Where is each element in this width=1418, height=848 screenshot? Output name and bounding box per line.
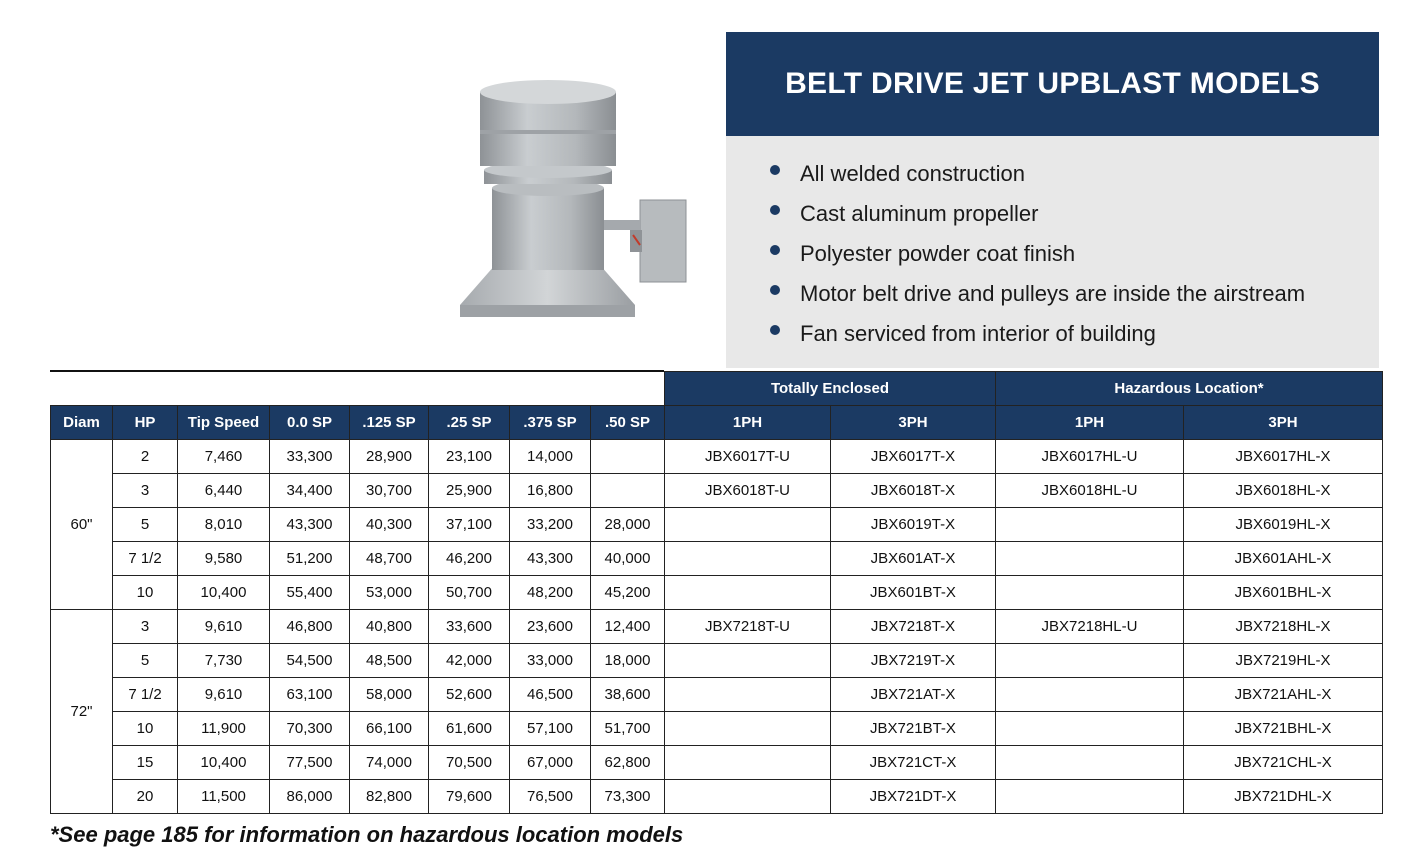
table-cell: 16,800 (510, 474, 591, 508)
table-cell (665, 576, 831, 610)
table-cell: 62,800 (591, 746, 665, 780)
table-cell: JBX7218T-X (831, 610, 996, 644)
table-cell (996, 678, 1184, 712)
table-cell: 82,800 (350, 780, 429, 814)
table-cell (996, 780, 1184, 814)
table-cell: 43,300 (510, 542, 591, 576)
table-cell: 5 (113, 508, 178, 542)
column-header: .125 SP (350, 406, 429, 440)
column-header: .50 SP (591, 406, 665, 440)
table-cell: 7 1/2 (113, 542, 178, 576)
table-cell: 10,400 (178, 576, 270, 610)
table-cell: 46,200 (429, 542, 510, 576)
table-cell: 38,600 (591, 678, 665, 712)
table-cell: 33,600 (429, 610, 510, 644)
table-cell: 5 (113, 644, 178, 678)
table-cell: 25,900 (429, 474, 510, 508)
bullet-icon (770, 325, 780, 335)
table-cell: 53,000 (350, 576, 429, 610)
table-cell: 10 (113, 576, 178, 610)
table-cell: JBX6019T-X (831, 508, 996, 542)
feature-text: Polyester powder coat finish (800, 241, 1076, 266)
table-row (51, 474, 1383, 508)
upblast-fan-illustration (440, 70, 700, 330)
table-cell: 11,900 (178, 712, 270, 746)
column-header: 3PH (831, 406, 996, 440)
table-cell: 54,500 (270, 644, 350, 678)
table-cell: 76,500 (510, 780, 591, 814)
bullet-icon (770, 165, 780, 175)
table-cell: 9,580 (178, 542, 270, 576)
table-cell: 45,200 (591, 576, 665, 610)
table-cell: 52,600 (429, 678, 510, 712)
feature-item (770, 154, 1379, 194)
table-cell: JBX721AHL-X (1184, 678, 1383, 712)
table-cell (996, 508, 1184, 542)
table-cell: 28,900 (350, 440, 429, 474)
bullet-icon (770, 245, 780, 255)
table-cell: JBX6019HL-X (1184, 508, 1383, 542)
column-header: HP (113, 406, 178, 440)
table-cell: 70,300 (270, 712, 350, 746)
table-cell (665, 644, 831, 678)
table-cell: 50,700 (429, 576, 510, 610)
table-cell (665, 678, 831, 712)
table-cell: 30,700 (350, 474, 429, 508)
table-cell: 40,300 (350, 508, 429, 542)
column-header: .25 SP (429, 406, 510, 440)
table-cell: 61,600 (429, 712, 510, 746)
table-cell: JBX721AT-X (831, 678, 996, 712)
table-cell: JBX601BT-X (831, 576, 996, 610)
table-cell: 70,500 (429, 746, 510, 780)
table-cell: 66,100 (350, 712, 429, 746)
table-cell: 46,800 (270, 610, 350, 644)
table-cell: JBX6018T-X (831, 474, 996, 508)
table-cell: 33,000 (510, 644, 591, 678)
table-cell: 40,000 (591, 542, 665, 576)
bullet-icon (770, 285, 780, 295)
table-cell: JBX721DHL-X (1184, 780, 1383, 814)
table-cell: 18,000 (591, 644, 665, 678)
table-cell: 23,600 (510, 610, 591, 644)
table-cell: 67,000 (510, 746, 591, 780)
feature-item (770, 314, 1379, 354)
table-cell: 57,100 (510, 712, 591, 746)
group-header-row (51, 372, 1383, 406)
table-cell: 6,440 (178, 474, 270, 508)
table-cell: JBX721CHL-X (1184, 746, 1383, 780)
page-title: BELT DRIVE JET UPBLAST MODELS (785, 67, 1320, 100)
feature-text: All welded construction (800, 161, 1026, 186)
feature-item (770, 234, 1379, 274)
table-row (51, 542, 1383, 576)
table-cell: JBX7218T-U (665, 610, 831, 644)
column-header: Diam (51, 406, 113, 440)
table-cell (665, 780, 831, 814)
table-cell: JBX6017T-U (665, 440, 831, 474)
table-cell: JBX7219HL-X (1184, 644, 1383, 678)
table-cell: JBX6017HL-U (996, 440, 1184, 474)
table-cell: JBX601AHL-X (1184, 542, 1383, 576)
feature-text: Cast aluminum propeller (800, 201, 1039, 226)
table-row (51, 644, 1383, 678)
table-cell: 10 (113, 712, 178, 746)
table-cell: 33,300 (270, 440, 350, 474)
table-cell: 46,500 (510, 678, 591, 712)
column-header: Tip Speed (178, 406, 270, 440)
table-row (51, 780, 1383, 814)
table-cell: JBX6018T-U (665, 474, 831, 508)
table-cell: 14,000 (510, 440, 591, 474)
table-cell: 9,610 (178, 610, 270, 644)
feature-item (770, 274, 1379, 314)
table-cell: JBX7219T-X (831, 644, 996, 678)
table-cell: JBX6017T-X (831, 440, 996, 474)
table-cell (996, 576, 1184, 610)
table-cell: 42,000 (429, 644, 510, 678)
feature-text: Fan serviced from interior of building (800, 321, 1156, 346)
table-row (51, 746, 1383, 780)
table-cell: 7 1/2 (113, 678, 178, 712)
table-row (51, 678, 1383, 712)
table-cell (665, 712, 831, 746)
column-header: 1PH (665, 406, 831, 440)
bullet-icon (770, 205, 780, 215)
table-cell: 48,200 (510, 576, 591, 610)
features-panel (726, 136, 1379, 368)
table-cell: 37,100 (429, 508, 510, 542)
table-cell: JBX6018HL-U (996, 474, 1184, 508)
table-cell: JBX6017HL-X (1184, 440, 1383, 474)
table-cell: 63,100 (270, 678, 350, 712)
column-header-row (51, 406, 1383, 440)
table-cell: 48,500 (350, 644, 429, 678)
table-cell: 23,100 (429, 440, 510, 474)
table-cell (996, 712, 1184, 746)
table-cell: 58,000 (350, 678, 429, 712)
table-row (51, 508, 1383, 542)
table-cell: JBX7218HL-U (996, 610, 1184, 644)
table-body (51, 440, 1383, 814)
diam-cell: 60" (51, 440, 113, 610)
feature-item (770, 194, 1379, 234)
table-cell (591, 474, 665, 508)
table-cell (996, 644, 1184, 678)
product-image (440, 70, 700, 330)
table-cell: 12,400 (591, 610, 665, 644)
table-cell: JBX6018HL-X (1184, 474, 1383, 508)
table-cell: JBX721CT-X (831, 746, 996, 780)
table-cell: 73,300 (591, 780, 665, 814)
table-row (51, 576, 1383, 610)
table-cell: 34,400 (270, 474, 350, 508)
table-cell: 33,200 (510, 508, 591, 542)
table-cell (996, 542, 1184, 576)
table-row (51, 440, 1383, 474)
table-cell: JBX601AT-X (831, 542, 996, 576)
table-cell: 15 (113, 746, 178, 780)
table-cell: 48,700 (350, 542, 429, 576)
table-cell: 77,500 (270, 746, 350, 780)
table-cell (665, 508, 831, 542)
column-header: 3PH (1184, 406, 1383, 440)
group-header-totally-enclosed: Totally Enclosed (665, 372, 996, 406)
table-cell: 20 (113, 780, 178, 814)
table-cell: 43,300 (270, 508, 350, 542)
table-cell: JBX721BT-X (831, 712, 996, 746)
table-row (51, 712, 1383, 746)
table-cell: 7,730 (178, 644, 270, 678)
table-cell: JBX601BHL-X (1184, 576, 1383, 610)
features-list (726, 136, 1379, 354)
column-header: 1PH (996, 406, 1184, 440)
table-cell: 11,500 (178, 780, 270, 814)
table-cell: 10,400 (178, 746, 270, 780)
spec-table (50, 371, 1383, 814)
table-cell (591, 440, 665, 474)
diam-cell: 72" (51, 610, 113, 814)
table-cell: 55,400 (270, 576, 350, 610)
footnote: *See page 185 for information on hazardous location models (50, 822, 684, 847)
table-cell: 3 (113, 474, 178, 508)
table-cell: JBX721BHL-X (1184, 712, 1383, 746)
table-cell: JBX7218HL-X (1184, 610, 1383, 644)
table-cell: 40,800 (350, 610, 429, 644)
table-cell (665, 746, 831, 780)
feature-text: Motor belt drive and pulleys are inside the airstream (800, 281, 1306, 306)
table-cell (665, 542, 831, 576)
table-cell: 28,000 (591, 508, 665, 542)
group-header-spacer (51, 372, 665, 406)
table-cell: 79,600 (429, 780, 510, 814)
table-row (51, 610, 1383, 644)
table-cell: 74,000 (350, 746, 429, 780)
table-cell: JBX721DT-X (831, 780, 996, 814)
table-cell: 8,010 (178, 508, 270, 542)
table-cell: 3 (113, 610, 178, 644)
table-cell: 2 (113, 440, 178, 474)
group-header-hazardous: Hazardous Location* (996, 372, 1383, 406)
table-cell: 9,610 (178, 678, 270, 712)
table-cell: 86,000 (270, 780, 350, 814)
table-cell (996, 746, 1184, 780)
table-cell: 51,700 (591, 712, 665, 746)
table-cell: 51,200 (270, 542, 350, 576)
table-cell: 7,460 (178, 440, 270, 474)
column-header: 0.0 SP (270, 406, 350, 440)
column-header: .375 SP (510, 406, 591, 440)
title-bar (726, 32, 1379, 136)
